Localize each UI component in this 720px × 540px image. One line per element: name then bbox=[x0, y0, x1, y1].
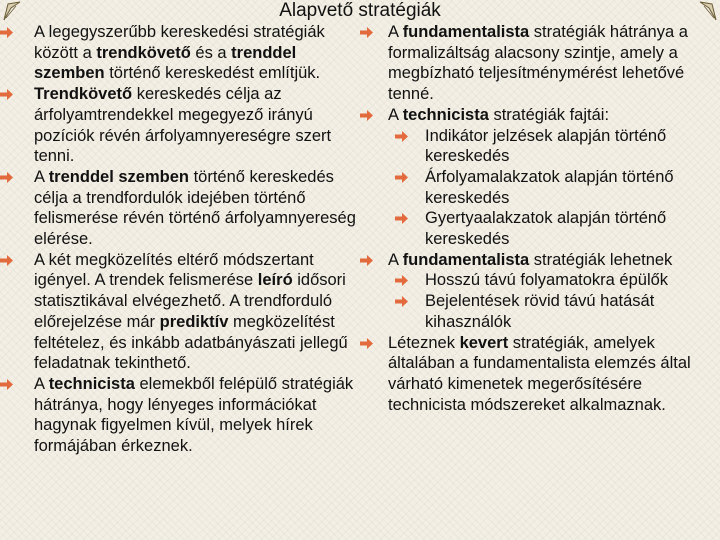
text-segment: stratégiák fajtái: bbox=[488, 105, 610, 124]
bullet-item bbox=[0, 250, 358, 374]
bullet-arrow-icon bbox=[360, 255, 373, 266]
bold-text: technicista bbox=[402, 105, 489, 124]
sub-bullet-item bbox=[360, 291, 720, 332]
text-segment: stratégiák lehetnek bbox=[529, 250, 673, 269]
text-segment: A legegyszerűbb kereskedési stratégiák között a bbox=[34, 23, 325, 62]
text-segment: stratégiák hátránya a formalizáltság alacsony szintje, amely a megbízható teljesítménymérést lehetővé tenné. bbox=[388, 23, 688, 104]
bold-text: Trendkövető bbox=[34, 85, 133, 104]
bullet-arrow-icon bbox=[360, 110, 373, 121]
bullet-item bbox=[0, 167, 358, 250]
bullet-arrow-icon bbox=[0, 255, 13, 266]
text-segment: A bbox=[388, 105, 403, 124]
left-column bbox=[0, 22, 358, 457]
bullet-arrow-icon bbox=[360, 27, 373, 38]
sub-bullet-item bbox=[360, 208, 720, 249]
bold-text: trenddel szemben bbox=[48, 167, 189, 186]
bullet-arrow-icon bbox=[0, 89, 13, 100]
right-column bbox=[360, 22, 720, 415]
bullet-arrow-icon bbox=[360, 338, 373, 349]
bullet-arrow-icon bbox=[395, 275, 408, 286]
bold-text: prediktív bbox=[159, 312, 229, 331]
bullet-arrow-icon bbox=[0, 172, 13, 183]
text-segment: történő kereskedés célja a trendfordulók idejében történő felismerése révén történő árfolyamnyereség elérése. bbox=[34, 167, 356, 249]
sub-bullet-text: Hosszú távú folyamatokra épülők bbox=[425, 271, 669, 290]
bullet-item bbox=[360, 333, 720, 416]
sub-bullet-item bbox=[360, 167, 720, 208]
bullet-item bbox=[360, 22, 720, 105]
bullet-item bbox=[360, 250, 720, 271]
page-title: Alapvető stratégiák bbox=[279, 0, 441, 21]
sub-bullet-text: Bejelentések rövid távú hatását kihasználók bbox=[425, 292, 655, 331]
bold-text: trendkövető bbox=[96, 43, 191, 62]
bullet-item bbox=[0, 84, 358, 167]
text-segment: A bbox=[388, 250, 403, 269]
text-segment: történő kereskedést említjük. bbox=[104, 64, 321, 83]
text-segment: Léteznek bbox=[388, 333, 460, 352]
bold-text: fundamentalista bbox=[402, 250, 530, 269]
bullet-item bbox=[360, 105, 720, 126]
text-segment: A bbox=[34, 167, 49, 186]
bold-text: kevert bbox=[459, 333, 509, 352]
sub-bullet-text: Árfolyamalakzatok alapján történő kereskedés bbox=[425, 167, 674, 207]
text-segment: A bbox=[388, 23, 403, 41]
bold-text: trenddel szemben bbox=[34, 43, 297, 83]
text-segment: A két megközelítés eltérő módszertant igényel. A trendek felismerése bbox=[34, 250, 314, 290]
sub-bullet-item bbox=[360, 270, 720, 291]
text-segment: idősori statisztikával elvégezhető. A trendforduló előrejelzése már bbox=[34, 271, 346, 331]
bullet-arrow-icon bbox=[395, 131, 408, 142]
bullet-arrow-icon bbox=[0, 379, 13, 390]
bullet-arrow-icon bbox=[0, 27, 13, 38]
sub-bullet-item bbox=[360, 126, 720, 167]
bold-text: fundamentalista bbox=[402, 23, 530, 41]
bullet-arrow-icon bbox=[395, 213, 408, 224]
bullet-arrow-icon bbox=[395, 172, 408, 183]
bullet-item bbox=[0, 22, 358, 84]
text-segment: stratégiák, amelyek általában a fundamentalista elemzés által várható kimenetek megerősítésére technicista módszereket alkalmaznak. bbox=[388, 333, 691, 414]
bullet-arrow-icon bbox=[395, 296, 408, 307]
sub-bullet-text: Gyertyaalakzatok alapján történő kereskedés bbox=[425, 209, 667, 249]
bold-text: technicista bbox=[48, 374, 135, 393]
text-segment: elemekből felépülő stratégiák hátránya, hogy lényeges információkat hagynak figyelmen kívül, melyek hírek formájában érkeznek. bbox=[34, 374, 354, 456]
text-segment: megközelítést feltételez, és inkább adatbányászati jellegű feladatnak tekinthető. bbox=[34, 312, 348, 373]
bold-text: leíró bbox=[257, 271, 293, 290]
text-segment: A bbox=[34, 374, 49, 393]
bullet-item bbox=[0, 374, 358, 457]
sub-bullet-text: Indikátor jelzések alapján történő kereskedés bbox=[425, 126, 667, 166]
text-segment: és a bbox=[190, 43, 232, 62]
text-segment: kereskedés célja az árfolyamtrendekkel megegyező irányú pozíciók révén árfolyamnyereségre szert tenni. bbox=[34, 85, 332, 166]
